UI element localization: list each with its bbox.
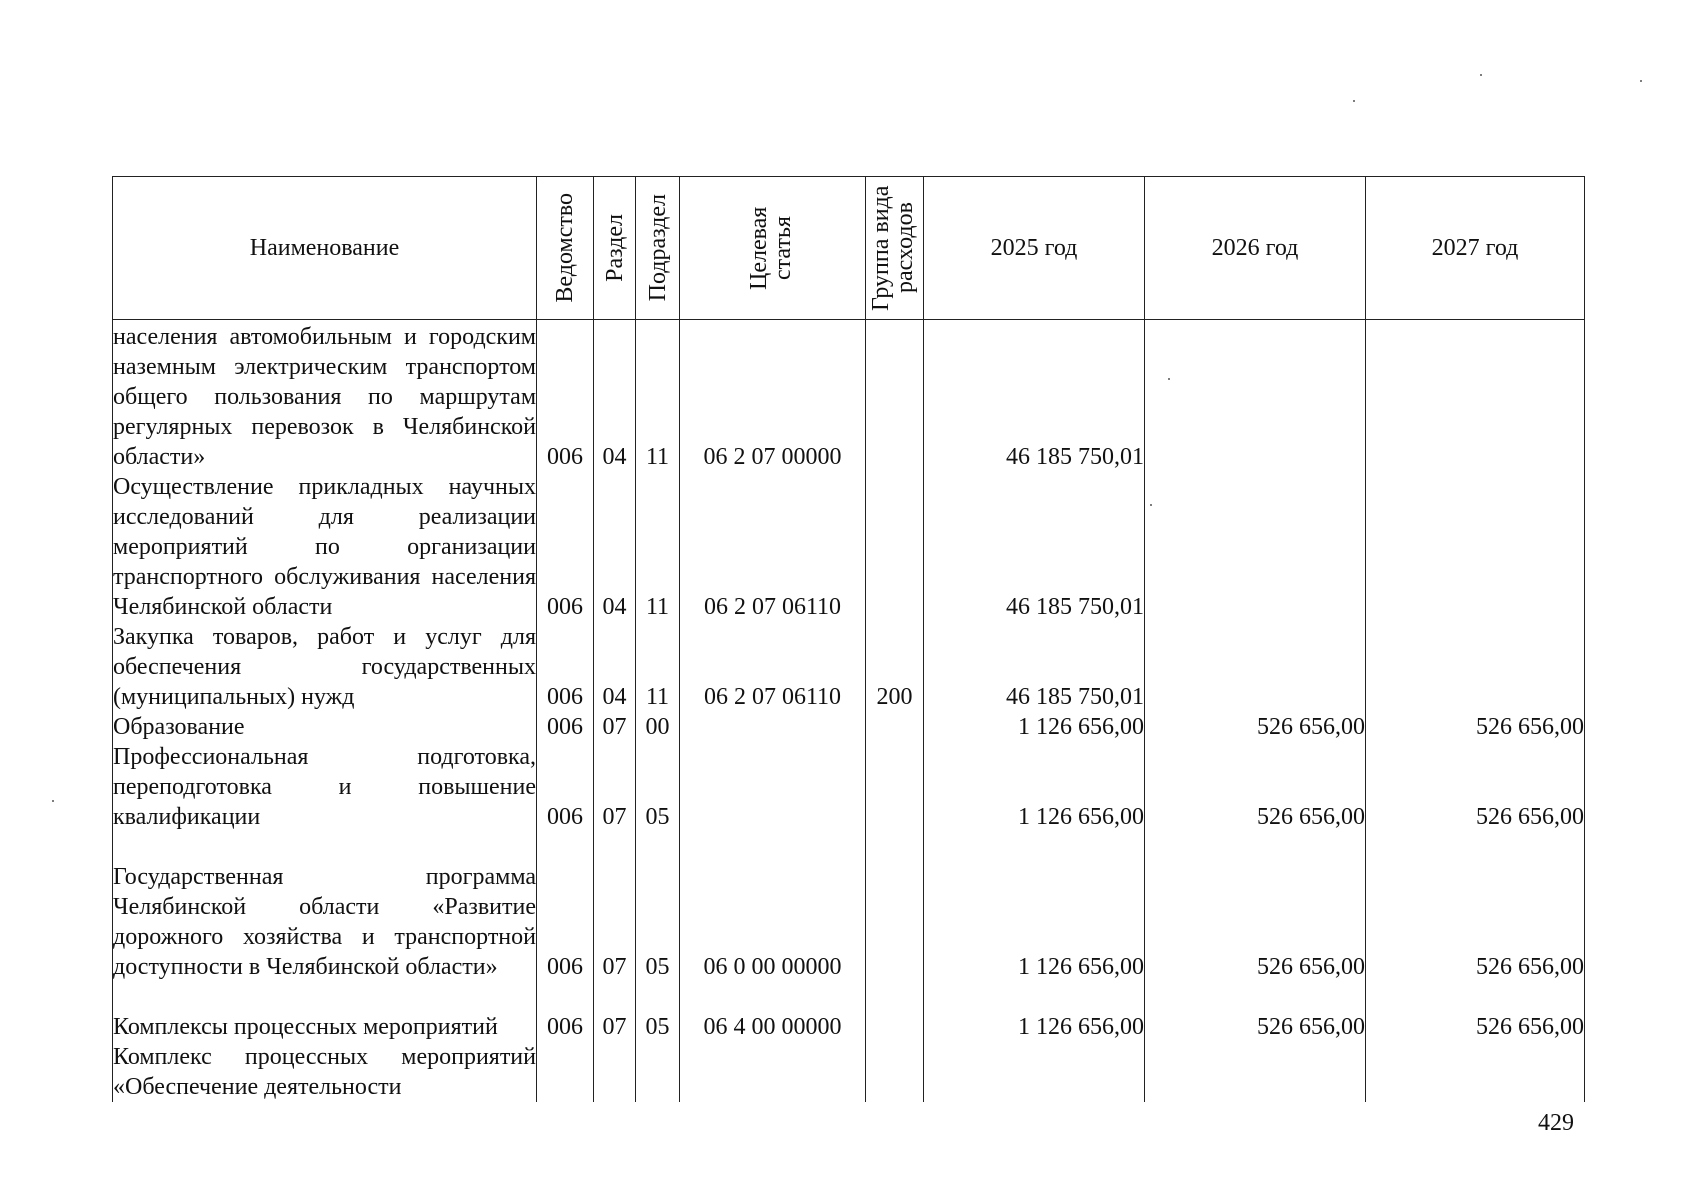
row-expense-group <box>866 982 924 1042</box>
row-amount-2025 <box>924 1042 1145 1102</box>
row-department: 006 <box>537 742 594 832</box>
table-row <box>113 742 1585 832</box>
row-amount-2025: 1 126 656,00 <box>924 712 1145 742</box>
row-amount-2026: 526 656,00 <box>1145 712 1366 742</box>
row-subsection <box>636 1042 680 1102</box>
row-amount-2025: 1 126 656,00 <box>924 832 1145 982</box>
row-department <box>537 1042 594 1102</box>
row-name: населения автомобильным и городским наземным электрическим транспортом общего пользования по маршрутам регулярных перевозок в Челябинской области» <box>113 320 537 472</box>
row-name: Комплексы процессных мероприятий <box>113 982 537 1042</box>
row-amount-2026: 526 656,00 <box>1145 832 1366 982</box>
header-2026: 2026 год <box>1145 177 1366 320</box>
row-amount-2027 <box>1366 320 1585 472</box>
row-target-item: 06 4 00 00000 <box>680 982 866 1042</box>
row-subsection: 11 <box>636 320 680 472</box>
row-expense-group <box>866 742 924 832</box>
row-amount-2025: 1 126 656,00 <box>924 982 1145 1042</box>
row-amount-2027: 526 656,00 <box>1366 712 1585 742</box>
table-row <box>113 712 1585 742</box>
row-amount-2025: 1 126 656,00 <box>924 742 1145 832</box>
row-expense-group <box>866 320 924 472</box>
row-amount-2027 <box>1366 622 1585 712</box>
table-row <box>113 832 1585 982</box>
row-amount-2026: 526 656,00 <box>1145 742 1366 832</box>
row-section: 07 <box>594 982 636 1042</box>
row-section: 07 <box>594 742 636 832</box>
header-section: Раздел <box>594 177 636 320</box>
row-section: 04 <box>594 320 636 472</box>
row-section: 07 <box>594 832 636 982</box>
row-amount-2026 <box>1145 320 1366 472</box>
budget-table <box>112 176 1585 1102</box>
header-target-item: Целевая статья <box>680 177 866 320</box>
row-expense-group: 200 <box>866 622 924 712</box>
row-subsection: 05 <box>636 832 680 982</box>
row-name: Осуществление прикладных научных исследований для реализации мероприятий по организации транспортного обслуживания населения Челябинской области <box>113 473 536 620</box>
row-department: 006 <box>537 712 594 742</box>
row-target-item <box>680 712 866 742</box>
row-amount-2025: 46 185 750,01 <box>924 622 1145 712</box>
row-department: 006 <box>537 320 594 472</box>
header-2025: 2025 год <box>924 177 1145 320</box>
row-target-item: 06 2 07 06110 <box>680 622 866 712</box>
row-target-item: 06 0 00 00000 <box>680 832 866 982</box>
scan-speck <box>1480 74 1482 76</box>
table-row <box>113 320 1585 472</box>
row-amount-2026 <box>1145 1042 1366 1102</box>
row-section: 04 <box>594 472 636 622</box>
table-header-row <box>113 177 1585 320</box>
row-target-item: 06 2 07 00000 <box>680 320 866 472</box>
table-row <box>113 982 1585 1042</box>
row-amount-2026 <box>1145 622 1366 712</box>
row-department: 006 <box>537 622 594 712</box>
row-amount-2027: 526 656,00 <box>1366 982 1585 1042</box>
row-name: Образование <box>113 712 537 742</box>
row-name: Государственная программа Челябинской области «Развитие дорожного хозяйства и транспортной доступности в Челябинской области» <box>113 832 537 982</box>
scan-speck <box>1353 100 1355 102</box>
row-name: Профессиональная подготовка, переподготовка и повышение квалификации <box>113 743 536 830</box>
row-expense-group <box>866 1042 924 1102</box>
row-target-item <box>680 1042 866 1102</box>
row-amount-2027: 526 656,00 <box>1366 832 1585 982</box>
row-expense-group <box>866 472 924 622</box>
scan-speck <box>52 800 54 802</box>
row-amount-2025: 46 185 750,01 <box>924 320 1145 472</box>
row-subsection: 00 <box>636 712 680 742</box>
page-number: 429 <box>1538 1110 1574 1136</box>
row-amount-2025: 46 185 750,01 <box>924 472 1145 622</box>
row-department: 006 <box>537 472 594 622</box>
row-subsection: 11 <box>636 472 680 622</box>
row-section: 04 <box>594 622 636 712</box>
header-name: Наименование <box>113 177 537 320</box>
row-amount-2026 <box>1145 472 1366 622</box>
row-amount-2027 <box>1366 472 1585 622</box>
row-department: 006 <box>537 832 594 982</box>
row-department: 006 <box>537 982 594 1042</box>
header-subsection: Подраздел <box>636 177 680 320</box>
row-name: Закупка товаров, работ и услуг для обеспечения государственных (муниципальных) нужд <box>113 623 536 710</box>
row-expense-group <box>866 712 924 742</box>
row-section <box>594 1042 636 1102</box>
header-expense-group: Группа вида расходов <box>866 177 924 320</box>
row-subsection: 05 <box>636 742 680 832</box>
row-expense-group <box>866 832 924 982</box>
table-row <box>113 1042 1585 1102</box>
table-row <box>113 472 1585 622</box>
row-name: Комплекс процессных мероприятий «Обеспечение деятельности <box>113 1043 536 1100</box>
row-target-item: 06 2 07 06110 <box>680 472 866 622</box>
row-section: 07 <box>594 712 636 742</box>
row-amount-2027 <box>1366 1042 1585 1102</box>
header-department: Ведомство <box>537 177 594 320</box>
row-amount-2026: 526 656,00 <box>1145 982 1366 1042</box>
row-amount-2027: 526 656,00 <box>1366 742 1585 832</box>
row-subsection: 05 <box>636 982 680 1042</box>
scan-speck <box>1640 80 1642 82</box>
table-row <box>113 622 1585 712</box>
row-target-item <box>680 742 866 832</box>
row-subsection: 11 <box>636 622 680 712</box>
header-2027: 2027 год <box>1366 177 1585 320</box>
